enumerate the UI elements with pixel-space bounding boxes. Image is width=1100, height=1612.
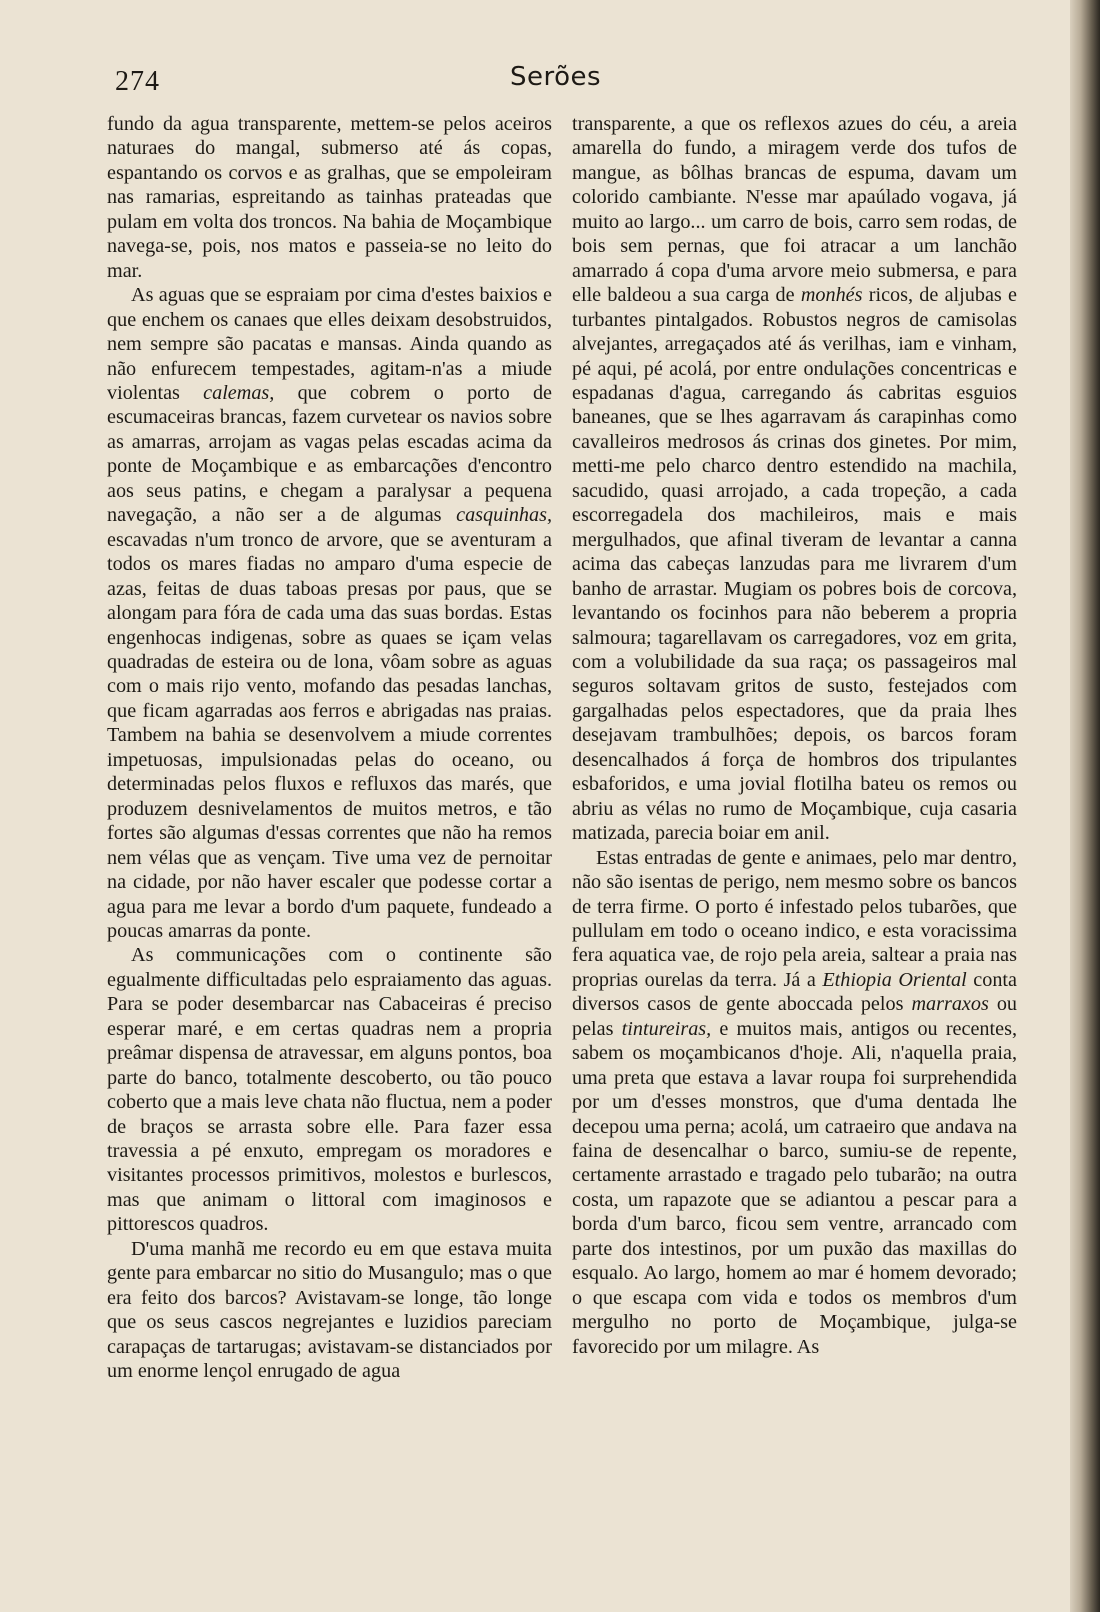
italic-term: Ethiopia Oriental (822, 968, 967, 991)
paragraph (107, 283, 552, 943)
italic-term: monhés (800, 284, 863, 307)
paragraph (107, 943, 552, 1236)
paragraph (107, 112, 552, 283)
text-run: Estas entradas de gente e animaes, pelo mar dentro, não são isentas de perigo, nem mesmo sobre os bancos de terra firme. O porto é infestado pelos tubarões, que pullulam em todo o oceano indico, e esta voracissima fera aquatica vae, de rojo pela areia, saltear a praia nas proprias ourelas da terra. Já a (572, 846, 1017, 991)
left-column (107, 112, 552, 1384)
italic-term: tintureiras, (621, 1017, 712, 1040)
text-run: ricos, de aljubas e turbantes pintalgados. Robustos negros de camisolas alvejantes, arregaçados até ás verilhas, iam e vinham, pé aqui, pé acolá, por entre ondulações concentricas e espadanas d'agua, carregando ás cabritas esguios baneanes, que se lhes agarravam ás carapinhas como cavalleiros medrosos ás crinas dos ginetes. Por mim, metti-me pelo charco dentro estendido na machila, sacudido, quasi arrojado, a cada tropeção, a cada escorregadela dos machileiros, mais e mais mergulhados, que afinal tiveram de levantar a canna acima das cabeças lanzudas para me livrarem d'um banho de arrastar. Mugiam os pobres bois de corcova, levantando os focinhos para não beberem a propria salmoura; tagarellavam os carregadores, voz em grita, com a volubilidade da sua raça; os passageiros mal seguros soltavam gritos de susto, festejados com gargalhadas pelos espectadores, que da praia lhes desejavam trambulhões; depois, os barcos foram desencalhados á força de hombros dos tripulantes esbaforidos, e uma jovial flotilha bateu os remos ou abriu as vélas no rumo de Moçambique, cuja casaria matizada, parecia boiar em anil. (572, 284, 1017, 845)
paragraph (572, 846, 1017, 1360)
right-column (572, 112, 1017, 1359)
italic-term: marraxos (911, 993, 989, 1016)
text-run: conta diversos casos de gente aboccada pelos (572, 968, 1017, 1016)
text-run: D'uma manhã me recordo eu em que estava muita gente para embarcar no sitio do Musangulo; mas o que era feito dos barcos? Avistavam-se longe, tão longe que os seus cascos negrejantes e luzidios pareciam carapaças de tartarugas; avistavam-se distanciados por um enorme lençol enrugado de agua (107, 1237, 552, 1383)
text-run: fundo da agua transparente, mettem-se pelos aceiros naturaes do mangal, submerso até ás copas, espantando os corvos e as gralhas, que se empoleiram nas ramarias, espreitando as tainhas prateadas que pulam em volta dos troncos. Na bahia de Moçambique navega-se, pois, nos matos e passeia-se no leito do mar. (107, 113, 552, 282)
text-run: que cobrem o porto de escumaceiras brancas, fazem curvetear os navios sobre as amarras, arrojam as vagas pelas escadas acima da ponte de Moçambique e as embarcações d'encontro aos seus patins, e chegam a paralysar a pequena navegação, a não ser a de algumas (107, 381, 552, 527)
paragraph (572, 112, 1017, 846)
text-run: As communicações com o continente são egualmente difficultadas pelo espraiamento das aguas. Para se poder desembarcar nas Cabaceiras é preciso esperar maré, e em certas quadras nem a propria preâmar dispensa de atravessar, em alguns pontos, boa parte do banco, totalmente descoberto, ou tão pouco coberto que a mais leve chata não fluctua, nem a poder de braços se arrasta sobre elle. Para fazer essa travessia a pé enxuto, empregam os moradores e visitantes processos primitivos, molestos e burlescos, mas que animam o littoral com imaginosos e pittorescos quadros. (107, 944, 552, 1236)
text-run: transparente, a que os reflexos azues do céu, a areia amarella do fundo, a miragem verde dos tufos de mangue, as bôlhas brancas de espuma, davam um colorido cambiante. N'esse mar apaúlado vogava, já muito ao largo... um carro de bois, carro sem rodas, de bois sem pernas, que foi atracar a um lanchão amarrado á copa d'uma arvore meio submersa, e para elle baldeou a sua carga de (572, 113, 1017, 307)
text-run: ou pelas (572, 993, 1018, 1040)
page-number: 274 (115, 66, 160, 97)
text-run: As aguas que se espraiam por cima d'estes baixios e que enchem os canaes que elles deixam desobstruidos, nem sempre são pacatas e mansas. Ainda quando as não enfurecem tempestades, agitam-n'as a miude violentas (107, 284, 552, 404)
paragraph (107, 1237, 552, 1384)
running-title: Serões (510, 62, 602, 92)
text-run: e muitos mais, antigos ou recentes, sabem os moçambicanos d'hoje. Ali, n'aquella praia, uma preta que estava a lavar roupa foi surprehendida por um d'esses monstros, que d'uma dentada lhe decepou uma perna; acolá, um catraeiro que andava na faina de desencalhar o barco, sumiu-se de repente, certamente arrastado e tragado pelo tubarão; na outra costa, um rapazote que se adiantou a pescar para a borda d'um barco, ficou sem ventre, arrancado com parte dos intestinos, por um puxão das maxillas do esqualo. Ao largo, homem ao mar é homem devorado; o que escapa com vida e todos os membros d'um mergulho no porto de Moçambique, julga-se favorecido por um milagre. As (572, 1017, 1017, 1358)
text-run: escavadas n'um tronco de arvore, que se aventuram a todos os mares fiadas no amparo d'uma especie de azas, feitas de duas taboas presas por paus, que se alongam para fóra de cada uma das suas bordas. Estas engenhocas indigenas, sobre as quaes se içam velas quadradas de esteira ou de lona, vôam sobre as aguas com o mais rijo vento, mofando das pesadas lanchas, que ficam agarradas aos ferros e abrigadas nas praias. Tambem na bahia se desenvolvem a miude correntes impetuosas, impulsionadas pelas do oceano, ou determinadas pelos fluxos e refluxos das marés, que produzem desnivelamentos de muitos metros, e tão fortes são algumas d'essas correntes que não ha remos nem vélas que as vençam. Tive uma vez de pernoitar na cidade, por não haver escaler que podesse cortar a agua para me levar a bordo d'um paquete, fundeado a poucas amarras da ponte. (107, 528, 552, 942)
book-spine-shadow (1070, 0, 1100, 1612)
page-header (115, 62, 1017, 102)
italic-term: casquinhas, (456, 504, 552, 527)
italic-term: calemas, (203, 381, 275, 404)
